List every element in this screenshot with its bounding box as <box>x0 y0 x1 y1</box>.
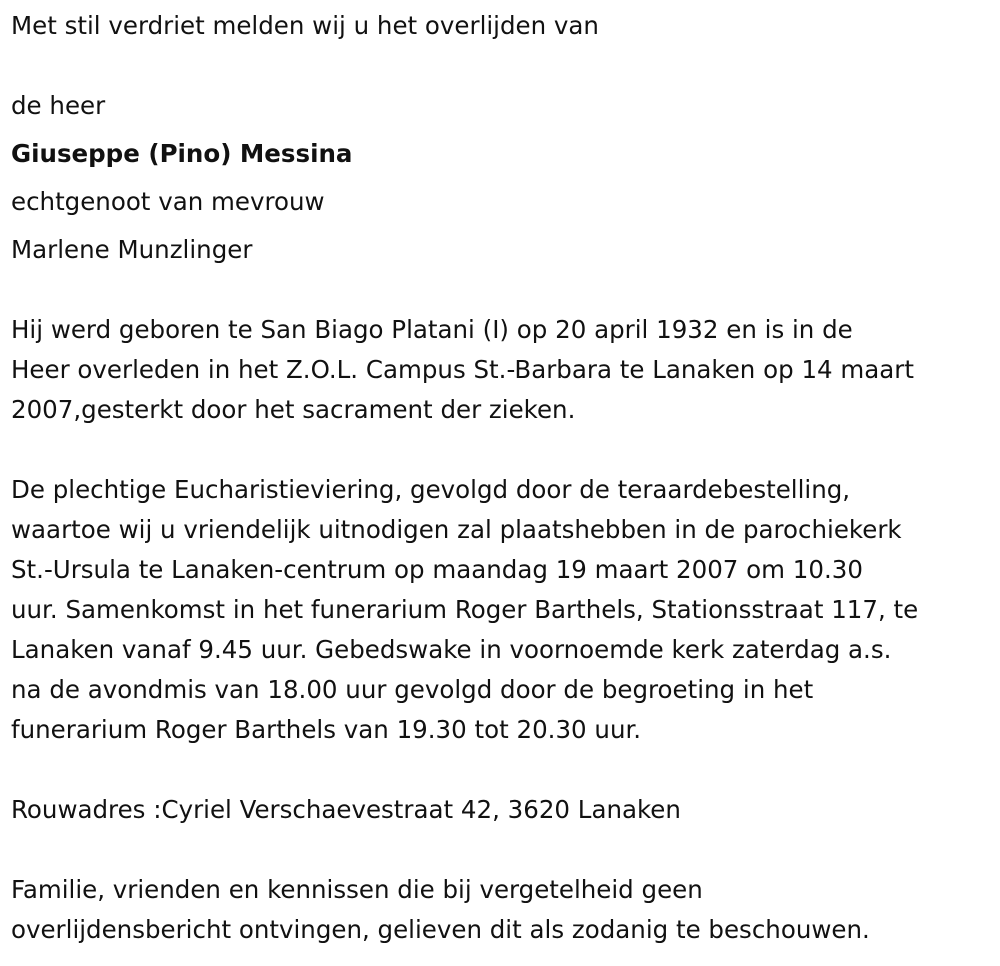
honorific-text: de heer <box>11 91 106 120</box>
paragraph-line: waartoe wij u vriendelijk uitnodigen zal plaatshebben in de parochiekerk <box>11 515 902 544</box>
paragraph-line: funerarium Roger Barthels van 19.30 tot 20.30 uur. <box>11 715 642 744</box>
mourning-address: Rouwadres :Cyriel Verschaevestraat 42, 3620 Lanaken <box>11 795 681 824</box>
paragraph-line: St.-Ursula te Lanaken-centrum op maandag 19 maart 2007 om 10.30 <box>11 555 863 584</box>
paragraph-line: uur. Samenkomst in het funerarium Roger Barthels, Stationsstraat 117, te <box>11 595 919 624</box>
paragraph-line: Heer overleden in het Z.O.L. Campus St.-Barbara te Lanaken op 14 maart <box>11 355 914 384</box>
paragraph-line: na de avondmis van 18.00 uur gevolgd door de begroeting in het <box>11 675 814 704</box>
paragraph-line: Lanaken vanaf 9.45 uur. Gebedswake in voornoemde kerk zaterdag a.s. <box>11 635 892 664</box>
paragraph-line: overlijdensbericht ontvingen, gelieven dit als zodanig te beschouwen. <box>11 915 870 944</box>
intro-text: Met stil verdriet melden wij u het overlijden van <box>11 11 599 40</box>
spouse-label: echtgenoot van mevrouw <box>11 187 325 216</box>
paragraph-line: De plechtige Eucharistieviering, gevolgd door de teraardebestelling, <box>11 475 851 504</box>
paragraph-line: 2007,gesterkt door het sacrament der zieken. <box>11 395 576 424</box>
paragraph-line: Hij werd geboren te San Biago Platani (I) op 20 april 1932 en is in de <box>11 315 853 344</box>
spouse-name: Marlene Munzlinger <box>11 235 253 264</box>
deceased-name: Giuseppe (Pino) Messina <box>11 139 353 168</box>
paragraph-line: Familie, vrienden en kennissen die bij vergetelheid geen <box>11 875 703 904</box>
